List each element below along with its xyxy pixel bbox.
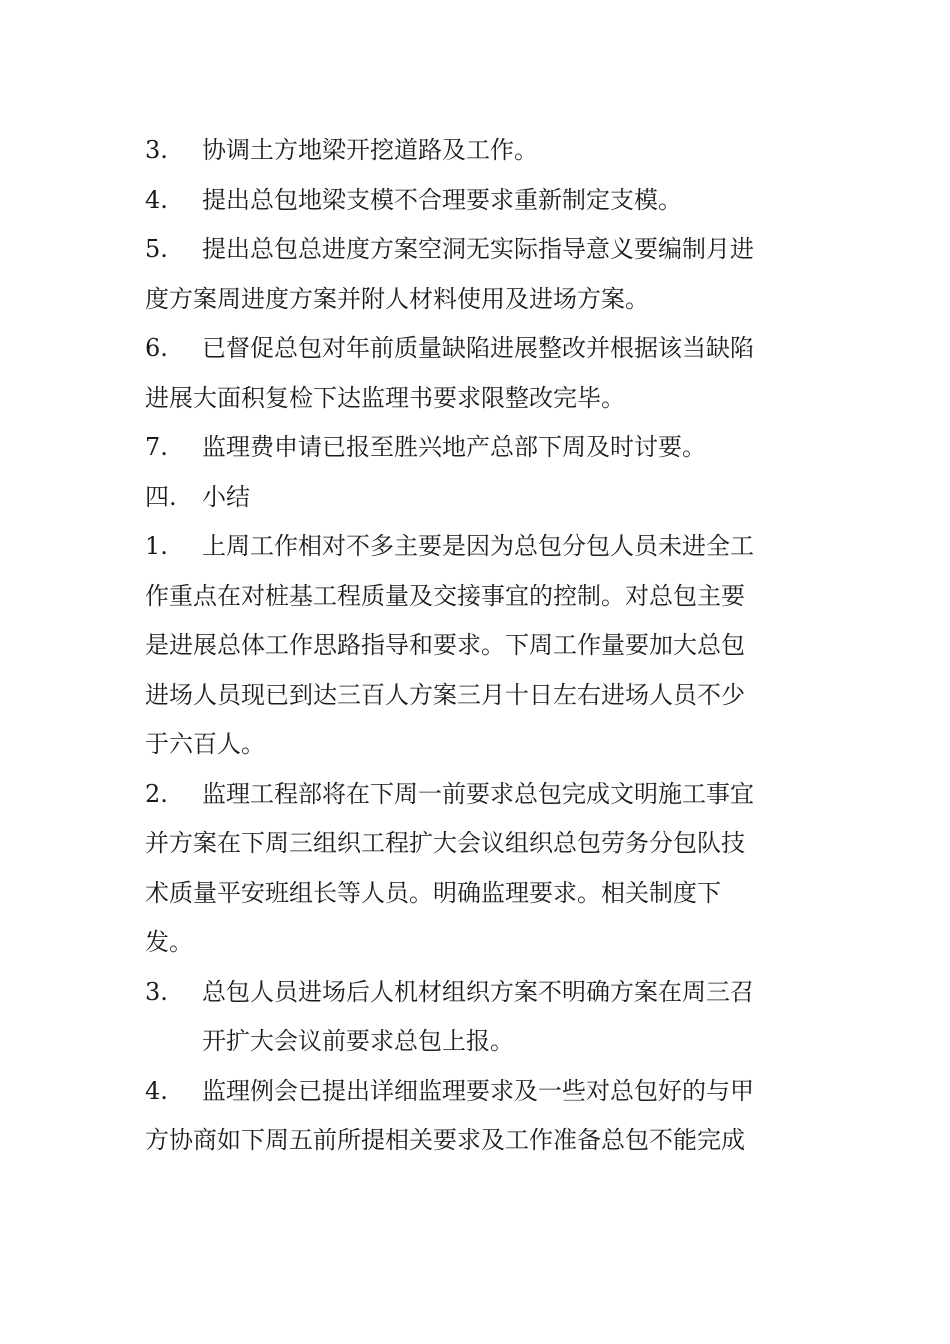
item-text: 监理例会已提出详细监理要求及一些对总包好的与甲 [202,1076,754,1105]
list-item [145,1067,795,1166]
item-text: 上周工作相对不多主要是因为总包分包人员未进全工 [202,532,754,560]
item-text: 作重点在对桩基工程质量及交接事宜的控制。对总包主要 [145,581,745,610]
item-number: 4. [145,1076,168,1105]
list-item [145,522,795,770]
item-text: 度方案周进度方案并附人材料使用及进场方案。 [145,284,649,313]
item-text: 是进展总体工作思路指导和要求。下周工作量要加大总包 [145,631,745,659]
section-heading [145,473,795,523]
item-text: 发。 [145,928,193,956]
item-number: 2. [145,779,168,808]
item-text: 协调土方地梁开挖道路及工作。 [202,136,538,164]
section-number: 四. [145,482,177,511]
item-number: 3. [145,977,168,1006]
item-number: 5. [145,235,168,263]
item-text: 监理工程部将在下周一前要求总包完成文明施工事宜 [202,779,754,808]
item-text: 提出总包地梁支模不合理要求重新制定支模。 [202,185,682,214]
item-text: 已督促总包对年前质量缺陷进展整改并根据该当缺陷 [202,334,754,362]
item-number: 3. [145,136,168,164]
section-title: 小结 [202,482,250,511]
list-item [145,770,795,968]
item-text: 方协商如下周五前所提相关要求及工作准备总包不能完成 [145,1126,745,1154]
item-text: 并方案在下周三组织工程扩大会议组织总包劳务分包队技 [145,829,745,857]
list-item [145,324,795,423]
item-text: 进场人员现已到达三百人方案三月十日左右进场人员不少 [145,680,745,709]
list-item [145,968,795,1067]
document-body [145,126,795,1166]
list-item [145,423,795,473]
item-text: 提出总包总进度方案空洞无实际指导意义要编制月进 [202,235,754,263]
item-number: 6. [145,334,168,362]
item-number: 1. [145,532,168,560]
item-text: 于六百人。 [145,730,265,758]
item-number: 7. [145,433,168,461]
item-text: 总包人员进场后人机材组织方案不明确方案在周三召 [202,977,754,1006]
list-item [145,225,795,324]
list-item [145,126,795,176]
list-item [145,176,795,226]
item-text: 术质量平安班组长等人员。明确监理要求。相关制度下 [145,878,721,907]
item-text: 监理费申请已报至胜兴地产总部下周及时讨要。 [202,433,706,461]
item-text: 开扩大会议前要求总包上报。 [202,1027,514,1055]
item-number: 4. [145,185,168,214]
item-text: 进展大面积复检下达监理书要求限整改完毕。 [145,383,625,412]
